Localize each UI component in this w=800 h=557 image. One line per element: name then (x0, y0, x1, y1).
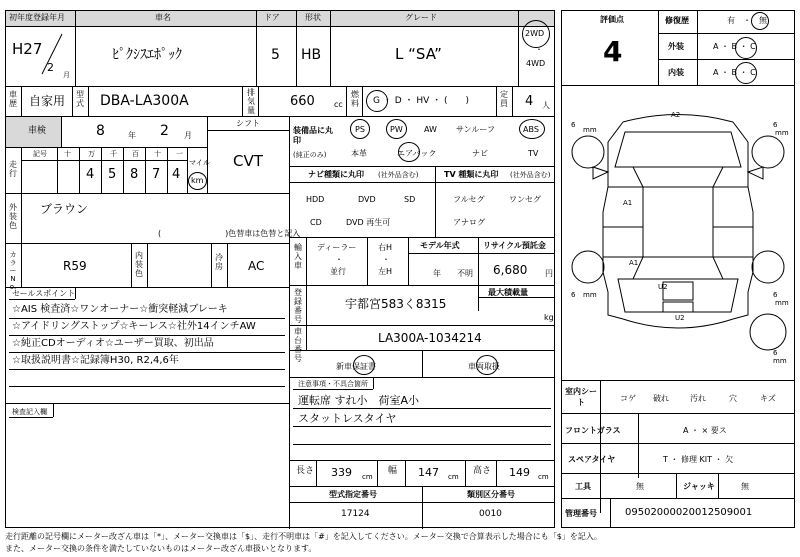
capacity-unit: 人 (542, 101, 550, 110)
drive-4wd: 4WD (526, 59, 546, 68)
equip-aw: AW (424, 125, 437, 134)
width-unit: cm (448, 473, 459, 481)
tire-rr-unit: mm (775, 299, 789, 307)
jack-value: 無 (741, 482, 749, 491)
interior-options: A ・ B ・ C (713, 68, 756, 77)
seat-opt-kizu: キズ (760, 394, 776, 403)
chassis-label: 車台番号 (294, 327, 302, 363)
recycle-value: 6,680 (493, 263, 528, 277)
import-dot-2: ・ (382, 255, 390, 264)
displacement-value: 660 (290, 94, 315, 109)
mileage-digit-label-1: 十 (64, 150, 71, 158)
front-glass-label: フロントガラス (565, 426, 621, 435)
import-left: 左H (378, 267, 393, 276)
length-label: 長さ (296, 466, 315, 476)
mileage-digit-label-3: 千 (110, 150, 117, 158)
management-label: 管理番号 (565, 509, 597, 518)
tv-note: (社外品含む) (510, 171, 551, 179)
displacement-label: 排気量 (247, 88, 255, 115)
navi-note: (社外品含む) (378, 171, 419, 179)
height-value: 149 (509, 466, 530, 479)
car-name-header: 車名 (155, 13, 171, 22)
notice-line-1: 運転席 すれ小 荷室A小 (298, 394, 420, 407)
first-reg-header: 初年度登録年月 (9, 13, 65, 22)
doors-value: 5 (271, 47, 280, 63)
import-label: 輸入車 (294, 243, 302, 270)
spare-tire-options: T ・ 修理 KIT ・ 欠 (663, 455, 734, 464)
import-parallel: 並行 (330, 267, 346, 276)
exterior-options: A ・ B ・ C (713, 42, 756, 51)
mileage-digit-2: 4 (86, 167, 95, 182)
mileage-digit-5: 7 (152, 167, 161, 182)
type-designation-value: 17124 (341, 509, 370, 519)
width-label: 幅 (388, 466, 398, 476)
footer-line-2: また、メーター交換の条件を満たしていないものはメーター改ざん車扱いとなります。 (5, 544, 317, 553)
mileage-digit-3: 5 (108, 167, 117, 182)
navi-dvd-play: DVD 再生可 (346, 218, 391, 227)
mileage-digit-label-2: 万 (88, 150, 95, 158)
seat-opt-yogore: 汚れ (690, 394, 706, 403)
mileage-code-label: 記号 (33, 150, 47, 158)
shape-value: HB (301, 47, 322, 63)
spare-tire-label: スペアタイヤ (568, 455, 616, 464)
usage-value: 自家用 (29, 94, 66, 108)
type-designation-label: 型式指定番号 (329, 490, 377, 499)
chassis-value: LA300A-1034214 (378, 331, 482, 345)
interior-color-label: 内装色 (135, 251, 143, 278)
grade-header: グレード (405, 13, 437, 22)
front-glass-options: A ・ × 要ス (683, 426, 727, 435)
first-reg-month-unit: 月 (63, 71, 70, 79)
registration-value: 宇都宮583く8315 (345, 297, 447, 311)
mileage-digit-label-5: 十 (154, 150, 161, 158)
first-reg-month: 2 (47, 61, 54, 74)
inspection-year: 8 (96, 123, 105, 139)
damage-mark-a1-front: A1 (623, 199, 633, 207)
equip-ps: PS (355, 125, 365, 134)
seat-opt-koge: コゲ (620, 394, 636, 403)
inspector-notes-label: 検査記入欄 (12, 408, 47, 416)
tire-fr-label: 6 (773, 121, 778, 129)
color-no-label: カラーNo. (9, 251, 17, 291)
navi-cd: CD (310, 218, 322, 227)
interior-label: 内装 (668, 68, 684, 77)
tv-oneseg: ワンセグ (509, 195, 541, 204)
sales-points-label: セールスポイント (12, 289, 76, 298)
equip-navi: ナビ (472, 149, 488, 158)
max-load-label: 最大積載量 (488, 288, 528, 297)
damage-mark-a2: A2 (671, 111, 681, 119)
tire-spare-label: 6 (773, 349, 778, 357)
capacity-value: 4 (525, 94, 534, 109)
import-dot-1: ・ (335, 255, 343, 264)
equipment-subtitle: (純正のみ) (293, 151, 327, 159)
import-right: 右H (378, 243, 393, 252)
length-unit: cm (362, 473, 373, 481)
recycle-label: リサイクル預託金 (483, 241, 546, 250)
exterior-color-note: ( )色替車は色替と記入 (158, 229, 301, 238)
tire-fr-unit: mm (775, 129, 789, 137)
drive-dot: ・ (535, 45, 543, 54)
shift-value: CVT (233, 152, 263, 170)
ac-label: 冷房 (215, 253, 223, 271)
equip-abs: ABS (523, 125, 539, 134)
notice-line-2: スタットレスタイヤ (298, 412, 397, 425)
tire-rl-label: 6 (571, 291, 576, 299)
manual-label: 車両取扱 (468, 362, 500, 371)
footer-line-1: 走行距離の記号欄にメーター改ざん車は「*」、メーター交換車は「$」、走行不明車は「#」を記入してください。メーター交換で合算表示した場合にも「$」を記入。 (5, 532, 602, 541)
model-label: 型式 (76, 90, 84, 108)
sales-point-line-1: ☆AIS 検査済☆ワンオーナー☆衝突軽減ブレーキ (12, 304, 228, 315)
interior-seat-label: 室内シート (565, 387, 597, 407)
exterior-color-label: 外装色 (9, 203, 17, 230)
repair-options: 有 ・ 無 (727, 16, 767, 25)
sales-point-line-4: ☆取扱説明書☆記録簿H30, R2,4,6年 (12, 355, 179, 366)
equip-airbag: エアバック (397, 149, 437, 158)
model-year-label: モデル年式 (420, 241, 460, 250)
tire-rl-unit: mm (583, 291, 597, 299)
sales-point-line-3: ☆純正CDオーディオ☆ユーザー買取、初出品 (12, 338, 214, 349)
class-number-value: 0010 (479, 509, 502, 519)
usage-label: 車歴 (9, 90, 17, 108)
mileage-digit-label-6: 一 (176, 150, 183, 158)
navi-dvd: DVD (358, 195, 376, 204)
car-name-value: ﾋﾟｸｼｽｴﾎﾟｯｸ (112, 47, 182, 63)
tools-label: 工具 (575, 482, 591, 491)
fuel-label: 燃料 (351, 90, 359, 108)
height-unit: cm (538, 473, 549, 481)
repair-label: 修復歴 (665, 16, 689, 25)
inspection-month: 2 (160, 123, 169, 139)
first-reg-year: H27 (12, 40, 43, 58)
class-number-label: 類別区分番号 (467, 490, 515, 499)
damage-mark-u2-b: U2 (675, 314, 685, 322)
length-value: 339 (331, 466, 352, 479)
door-header: ドア (264, 13, 280, 22)
grade-value: L “SA” (395, 45, 442, 63)
mileage-unit-label: マイル (189, 159, 210, 167)
score-value: 4 (603, 35, 623, 68)
tools-value: 無 (636, 482, 644, 491)
tire-fl-unit: mm (583, 126, 597, 134)
equip-leather: 本革 (351, 149, 367, 158)
mileage-digit-6: 4 (172, 167, 181, 182)
fuel-options: G ・ D ・ HV ・ ( ) (373, 96, 470, 106)
tire-spare-unit: mm (773, 357, 787, 365)
equipment-title: 装備品に丸印 (293, 126, 333, 145)
jack-label: ジャッキ (683, 482, 715, 491)
width-value: 147 (418, 466, 439, 479)
seat-opt-ana: 穴 (729, 394, 737, 403)
displacement-unit: cc (334, 100, 343, 109)
recycle-unit: 円 (545, 269, 553, 278)
mileage-digit-4: 8 (130, 167, 139, 182)
mileage-digit-label-4: 百 (132, 150, 139, 158)
new-car-warranty: 新車保証書 (336, 362, 376, 371)
exterior-color-value: ブラウン (40, 202, 89, 216)
damage-mark-a1-rear: A1 (629, 259, 639, 267)
car-diagram (563, 87, 793, 377)
drive-2wd: 2WD (525, 29, 545, 38)
tire-rr-label: 6 (773, 291, 778, 299)
mileage-unit: km (191, 176, 204, 185)
model-year-unit: 年 (433, 269, 441, 278)
notices-label: 注意事項・不具合箇所 (298, 380, 368, 388)
model-year-value: 不明 (457, 269, 473, 278)
mileage-label: 走行 (9, 160, 17, 178)
navi-hdd: HDD (306, 195, 325, 204)
height-label: 高さ (473, 466, 492, 476)
management-value: 09502000020012509001 (625, 507, 753, 518)
equip-tv: TV (528, 149, 539, 158)
score-label: 評価点 (600, 15, 624, 24)
exterior-label: 外装 (668, 42, 684, 51)
shift-label: シフト (236, 119, 260, 128)
inspection-label: 車検 (28, 126, 47, 136)
inspection-year-unit: 年 (128, 131, 136, 140)
capacity-label: 定員 (500, 90, 508, 108)
tire-fl-label: 6 (571, 121, 576, 129)
color-no-value: R59 (63, 259, 87, 273)
damage-mark-u2-a: U2 (658, 283, 668, 291)
sales-point-line-2: ☆アイドリングストップ☆キーレス☆社外14インチAW (12, 321, 256, 332)
import-dealer: ディーラー (317, 243, 357, 252)
seat-opt-yabure: 破れ (653, 394, 669, 403)
tv-fullseg: フルセグ (453, 195, 485, 204)
navi-title: ナビ種類に丸印 (308, 170, 364, 179)
max-load-unit: kg (544, 313, 554, 322)
ac-value: AC (248, 259, 265, 273)
equip-sunroof: サンルーフ (456, 125, 495, 134)
inspection-month-unit: 月 (184, 131, 192, 140)
model-value: DBA-LA300A (100, 93, 189, 109)
registration-label: 登録番号 (294, 288, 302, 324)
tv-analog: アナログ (453, 218, 485, 227)
navi-sd: SD (404, 195, 416, 204)
equip-pw: PW (390, 125, 403, 134)
tv-title: TV 種類に丸印 (444, 170, 499, 179)
shape-header: 形状 (305, 13, 321, 22)
